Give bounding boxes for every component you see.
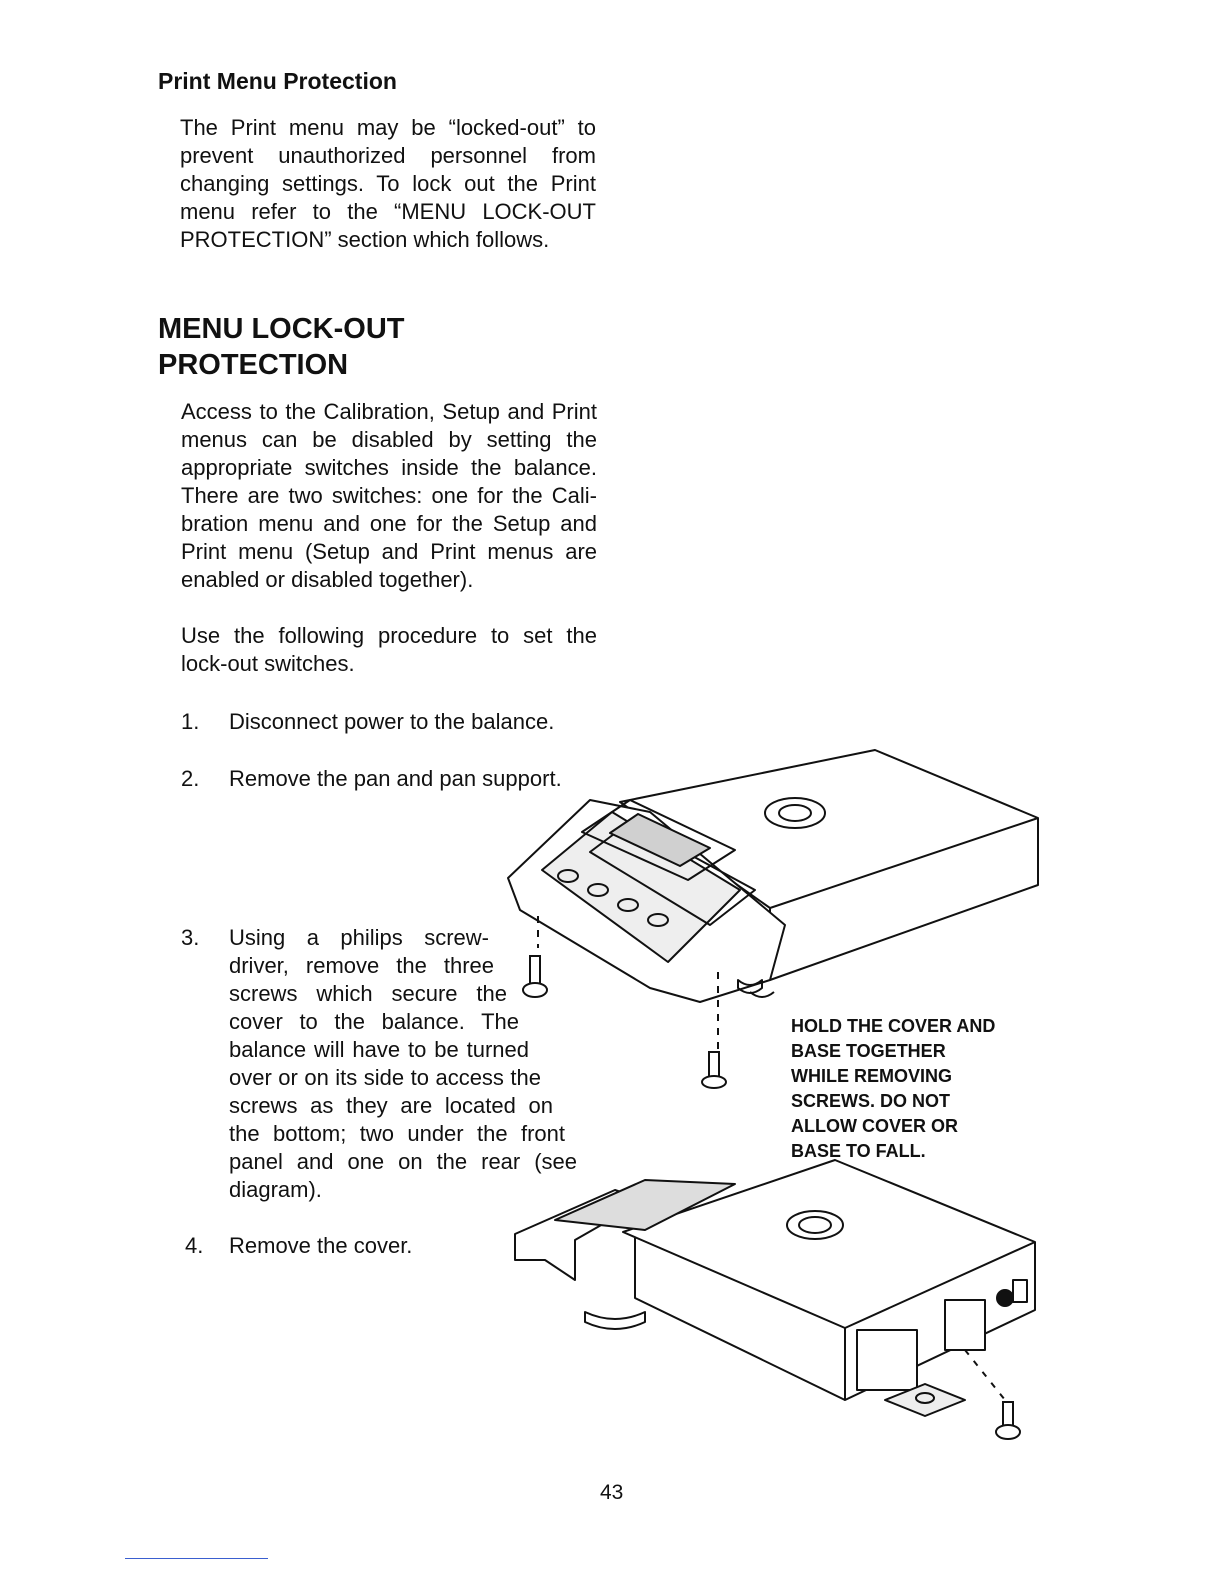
text-line: enabled or disabled together). <box>181 567 474 592</box>
text-line: appropriate switches inside the balance. <box>181 455 597 480</box>
procedure-paragraph <box>181 622 597 678</box>
warning-line: ALLOW COVER OR <box>791 1116 958 1136</box>
step-text: cover to the balance. The <box>229 1009 519 1034</box>
balance-top-diagram <box>500 740 1060 1090</box>
text-line: PROTECTION” section which follows. <box>180 227 550 252</box>
warning-line: HOLD THE COVER AND <box>791 1016 996 1036</box>
print-menu-paragraph <box>180 114 596 254</box>
step-1 <box>181 708 601 736</box>
step-number: 1. <box>181 709 200 734</box>
step-text: diagram). <box>229 1177 322 1202</box>
warning-line: SCREWS. DO NOT <box>791 1091 951 1111</box>
step-text: balance will have to be turned <box>229 1037 529 1062</box>
text-line: menus can be disabled by setting the <box>181 427 597 452</box>
step-number: 3. <box>181 925 200 950</box>
heading-line: PROTECTION <box>158 349 349 381</box>
text-line: prevent unauthorized personnel from <box>180 143 596 168</box>
text-line: There are two switches: one for the Cali- <box>181 483 597 508</box>
text-line: lock-out switches. <box>181 651 355 676</box>
text-line: Use the following procedure to set the <box>181 623 597 648</box>
step-text: driver, remove the three <box>229 953 494 978</box>
text-line: The Print menu may be “locked-out” to <box>180 115 596 140</box>
step-text: Remove the pan and pan support. <box>229 766 562 791</box>
step-number: 2. <box>181 766 200 791</box>
bottom-rule <box>125 1558 268 1559</box>
step-text: Using a philips screw- <box>229 925 489 950</box>
lockout-intro-paragraph <box>181 398 597 594</box>
text-line: changing settings. To lock out the Print <box>180 171 596 196</box>
text-line: Access to the Calibration, Setup and Print <box>181 399 597 424</box>
text-line: bration menu and one for the Setup and <box>181 511 597 536</box>
warning-line: BASE TOGETHER <box>791 1041 946 1061</box>
section-heading-lockout <box>158 311 404 383</box>
warning-line: BASE TO FALL. <box>791 1141 926 1161</box>
text-line: Print menu (Setup and Print menus are <box>181 539 597 564</box>
balance-base-diagram <box>505 1150 1055 1450</box>
step-text: panel and one on the rear (see <box>229 1149 577 1174</box>
step-text: screws which secure the <box>229 981 507 1006</box>
step-text: Remove the cover. <box>229 1233 413 1258</box>
step-number: 4. <box>185 1233 204 1258</box>
warning-line: WHILE REMOVING <box>791 1066 952 1086</box>
step-text: screws as they are located on <box>229 1093 553 1118</box>
text-line: menu refer to the “MENU LOCK-OUT <box>180 199 596 224</box>
heading-line: MENU LOCK-OUT <box>158 313 405 345</box>
step-text: the bottom; two under the front <box>229 1121 565 1146</box>
page-number: 43 <box>600 1481 624 1504</box>
step-text: over or on its side to access the <box>229 1065 541 1090</box>
step-text: Disconnect power to the balance. <box>229 709 555 734</box>
section-heading-print-menu: Print Menu Protection <box>158 68 397 94</box>
step-4 <box>185 1232 485 1260</box>
